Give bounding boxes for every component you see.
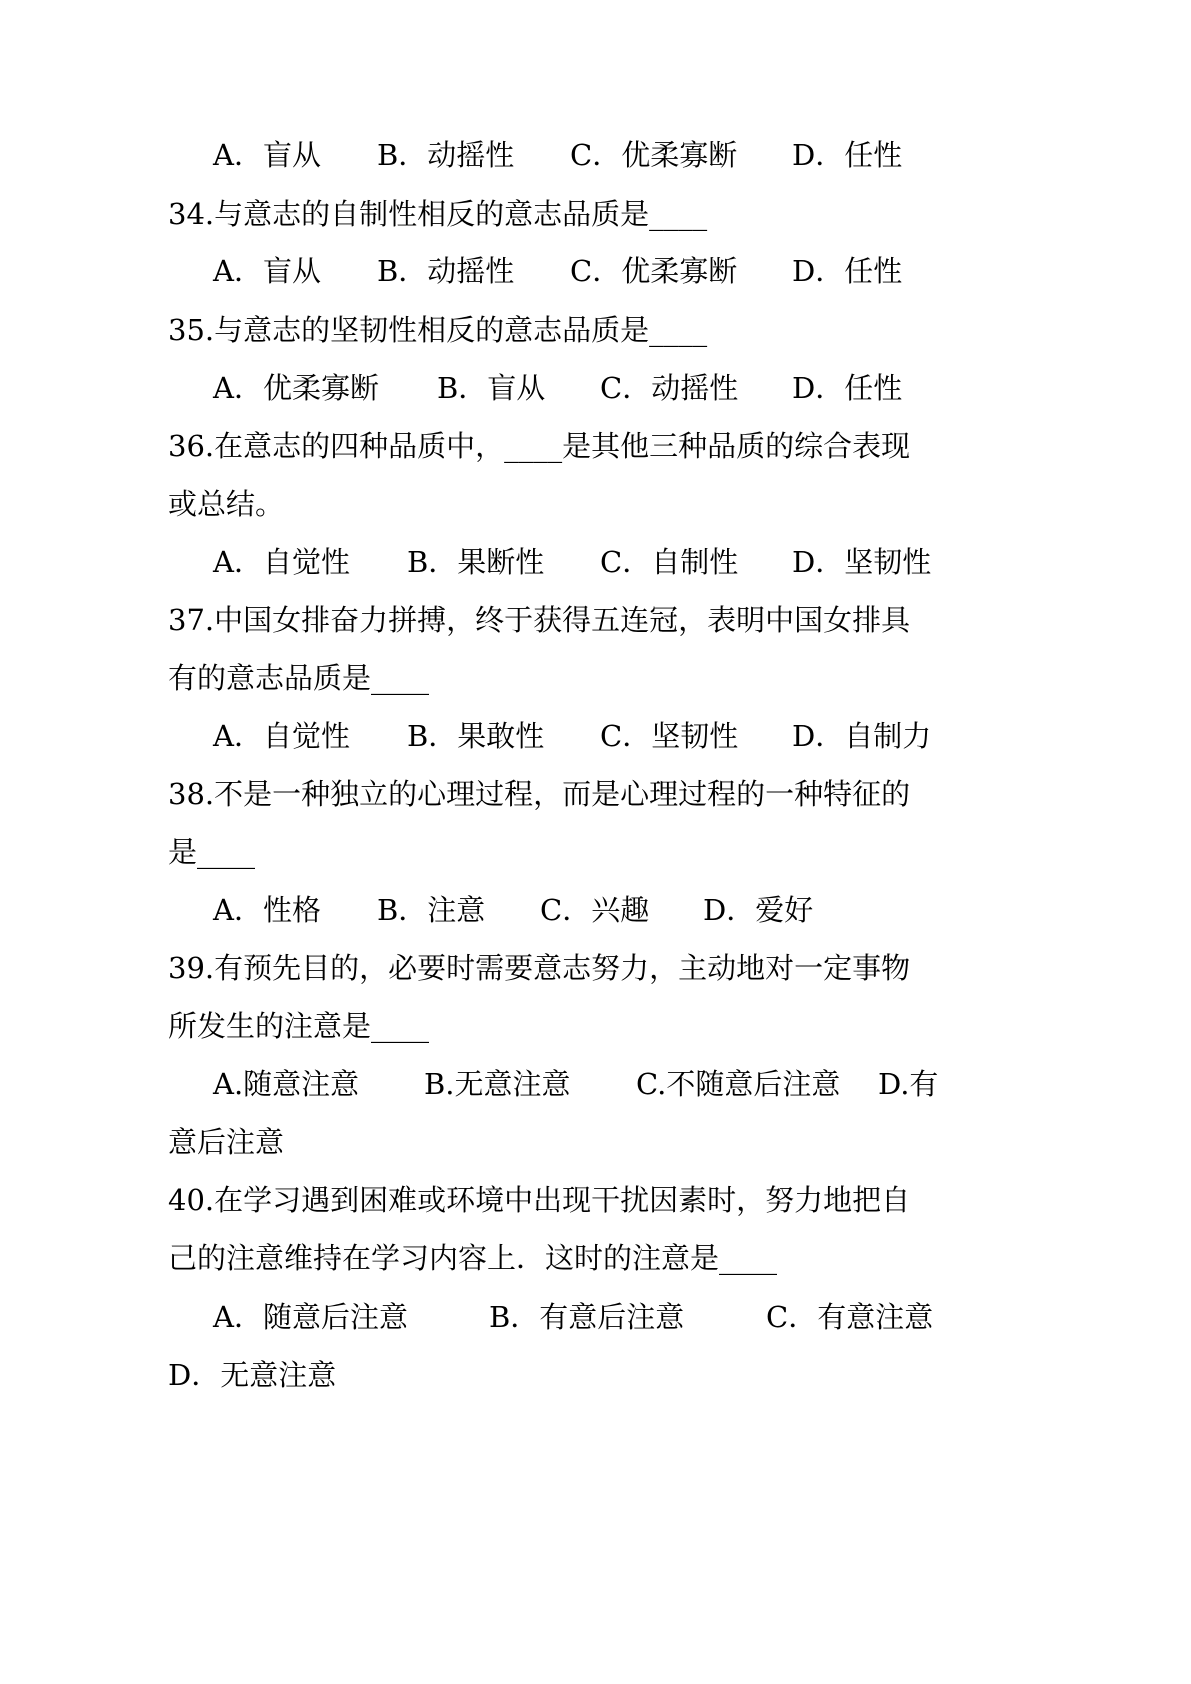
q38-option-c: C．兴趣 [540,893,650,927]
q39-option-d-continued: 意后注意 [168,1125,285,1159]
q36-stem-line-2: 或总结。 [168,487,285,521]
q39-option-b: B.无意注意 [424,1067,571,1101]
q36-option-c: C．自制性 [600,545,739,579]
q39-stem-line-1: 39.有预先目的，必要时需要意志努力，主动地对一定事物 [168,951,911,985]
q40-option-a: A．随意后注意 [213,1300,408,1334]
q35-option-c: C．动摇性 [600,371,739,405]
q36-stem-line-1: 36.在意志的四种品质中，____是其他三种品质的综合表现 [168,429,911,463]
q33-option-c: C．优柔寡断 [570,138,738,172]
q37-stem-line-1: 37.中国女排奋力拼搏，终于获得五连冠，表明中国女排具 [168,603,911,637]
q33-option-b: B．动摇性 [377,138,515,172]
q39-option-c: C.不随意后注意 [636,1067,841,1101]
q37-option-b: B．果敢性 [407,719,545,753]
q38-option-b: B．注意 [377,893,486,927]
q36-option-d: D．坚韧性 [792,545,932,579]
q40-option-c: C．有意注意 [766,1300,934,1334]
q35-option-d: D．任性 [792,371,903,405]
q38-stem-line-1: 38.不是一种独立的心理过程，而是心理过程的一种特征的 [168,777,911,811]
q37-stem-line-2: 有的意志品质是____ [168,661,430,695]
q33-option-d: D．任性 [792,138,903,172]
q37-option-c: C．坚韧性 [600,719,739,753]
q35-option-a: A．优柔寡断 [213,371,379,405]
q38-option-d: D．爱好 [703,893,814,927]
q33-option-a: A．盲从 [213,138,321,172]
q34-option-b: B．动摇性 [377,254,515,288]
q40-stem-line-1: 40.在学习遇到困难或环境中出现干扰因素时，努力地把自 [168,1183,911,1217]
q34-stem-line-1: 34.与意志的自制性相反的意志品质是____ [168,197,708,231]
q34-option-d: D．任性 [792,254,903,288]
q37-option-a: A．自觉性 [213,719,350,753]
q35-stem-line-1: 35.与意志的坚韧性相反的意志品质是____ [168,313,708,347]
q34-option-c: C．优柔寡断 [570,254,738,288]
q39-option-a: A.随意注意 [213,1067,360,1101]
q40-stem-line-2: 己的注意维持在学习内容上．这时的注意是____ [168,1241,778,1275]
q36-option-b: B．果断性 [407,545,545,579]
q36-option-a: A．自觉性 [213,545,350,579]
q38-option-a: A．性格 [213,893,321,927]
q40-option-d: D．无意注意 [168,1358,337,1392]
q38-stem-line-2: 是____ [168,835,256,869]
q39-option-d: D.有 [878,1067,939,1101]
q39-stem-line-2: 所发生的注意是____ [168,1009,430,1043]
q35-option-b: B．盲从 [437,371,546,405]
q37-option-d: D．自制力 [792,719,932,753]
q34-option-a: A．盲从 [213,254,321,288]
q40-option-b: B．有意后注意 [489,1300,685,1334]
